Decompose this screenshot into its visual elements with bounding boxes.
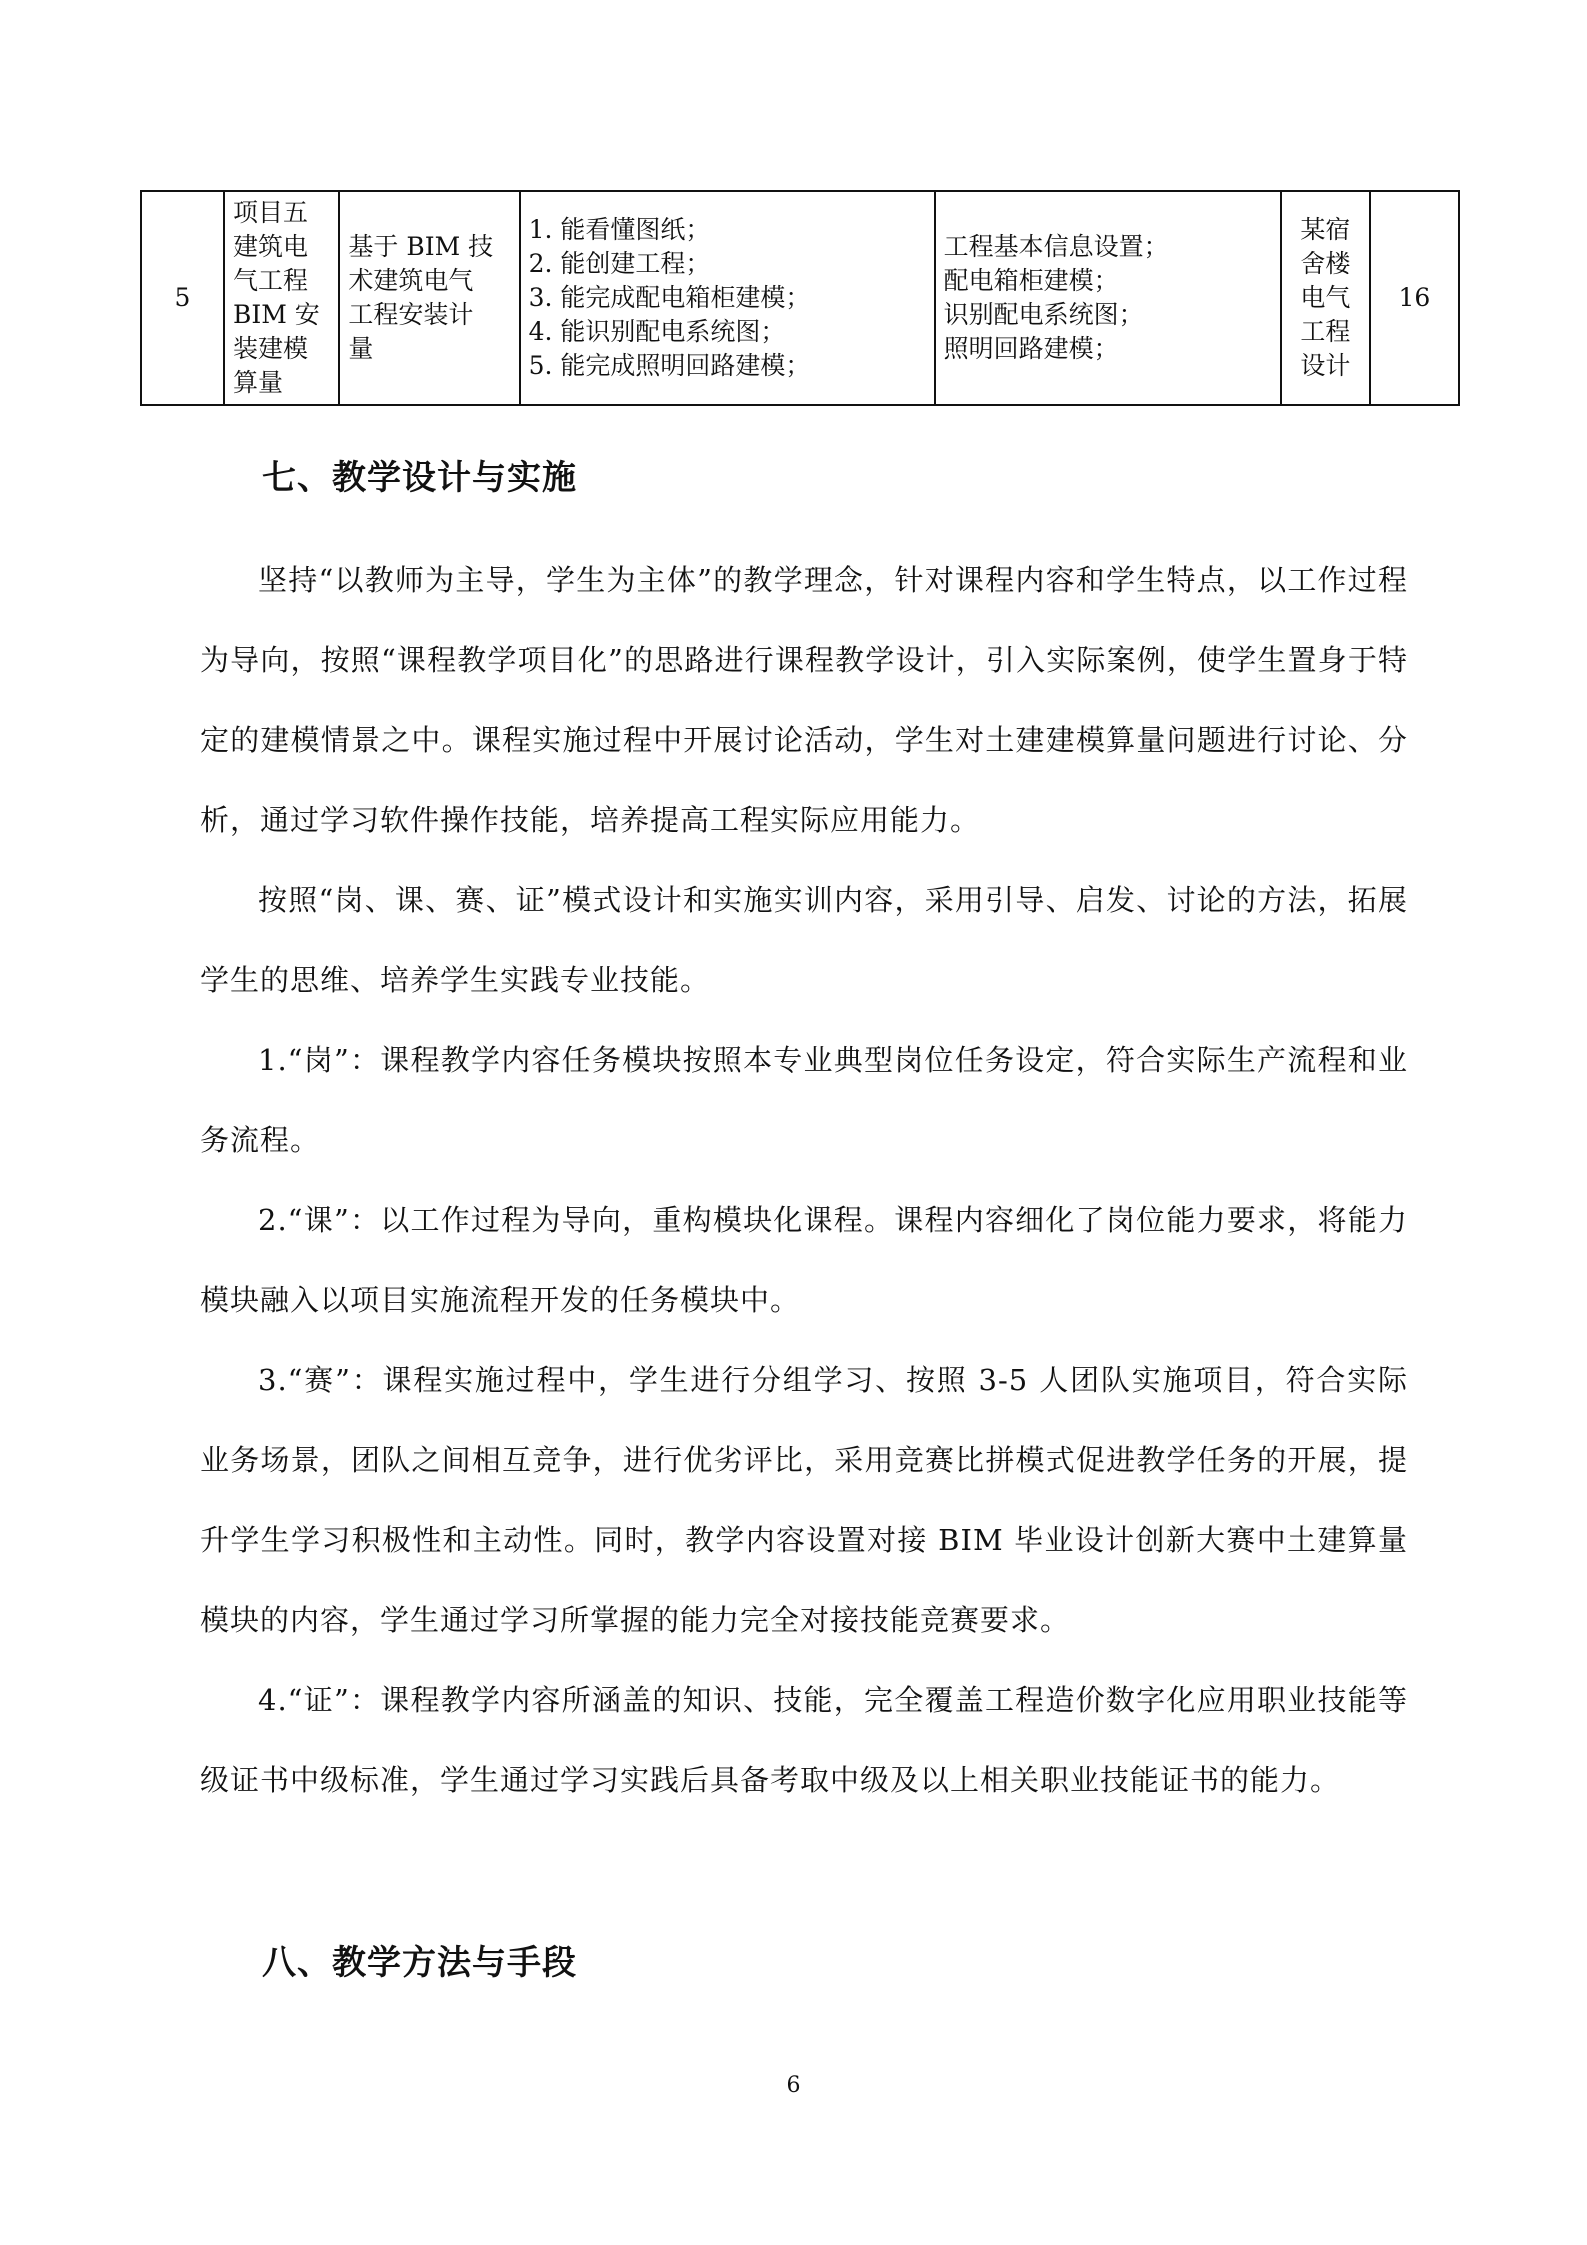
- project-line: 建筑电: [233, 232, 309, 261]
- project-line: 装建模: [233, 334, 309, 363]
- table-row: [141, 191, 1459, 405]
- section-title-7: 七、教学设计与实施: [262, 458, 577, 498]
- project-line: 气工程: [233, 266, 309, 295]
- cell-task: [339, 191, 519, 405]
- cell-case: [1281, 191, 1370, 405]
- goal-item: 3. 能完成配电箱柜建模；: [528, 283, 811, 312]
- goal-item: 4. 能识别配电系统图；: [528, 317, 786, 346]
- paragraph-zheng: 4.“证”：课程教学内容所涵盖的知识、技能，完全覆盖工程造价数字化应用职业技能等级证书中级标准，学生通过学习实践后具备考取中级及以上相关职业技能证书的能力。: [200, 1683, 1408, 1797]
- project-line: BIM 安: [233, 300, 320, 329]
- cell-project: [224, 191, 339, 405]
- section-title-8: 八、教学方法与手段: [262, 1943, 577, 1983]
- paragraph-sai: 3.“赛”：课程实施过程中，学生进行分组学习、按照 3-5 人团队实施项目，符合实际业务场景，团队之间相互竞争，进行优劣评比，采用竞赛比拼模式促进教学任务的开展，提升学生学习积极性和主动性。同时，教学内容设置对接 BIM 毕业设计创新大赛中土建算量模块的内容，学生通过学习所掌握的能力完全对接技能竞赛要求。: [200, 1363, 1408, 1637]
- paragraph-gang: 1.“岗”：课程教学内容任务模块按照本专业典型岗位任务设定，符合实际生产流程和业务流程。: [200, 1043, 1408, 1157]
- cell-goals: [520, 191, 935, 405]
- case-line: 设计: [1300, 351, 1351, 380]
- case-line: 工程: [1300, 317, 1351, 346]
- case-line: 某宿: [1300, 215, 1351, 244]
- task-line: 术建筑电气: [348, 266, 474, 295]
- project-line: 算量: [233, 368, 284, 397]
- cell-contents: [935, 191, 1281, 405]
- content-item: 工程基本信息设置；: [943, 232, 1169, 261]
- paragraph-teaching-philosophy: 坚持“以教师为主导，学生为主体”的教学理念，针对课程内容和学生特点，以工作过程为导向，按照“课程教学项目化”的思路进行课程教学设计，引入实际案例，使学生置身于特定的建模情景之中。课程实施过程中开展讨论活动，学生对土建建模算量问题进行讨论、分析，通过学习软件操作技能，培养提高工程实际应用能力。: [200, 563, 1408, 837]
- task-line: 量: [348, 334, 374, 363]
- case-line: 电气: [1300, 283, 1351, 312]
- task-line: 工程安装计: [348, 300, 474, 329]
- goal-item: 1. 能看懂图纸；: [528, 215, 711, 244]
- goal-item: 2. 能创建工程；: [528, 249, 711, 278]
- goal-item: 5. 能完成照明回路建模；: [528, 351, 811, 380]
- task-line: 基于 BIM 技: [348, 232, 494, 261]
- content-item: 识别配电系统图；: [943, 300, 1144, 329]
- paragraph-ke: 2.“课”：以工作过程为导向，重构模块化课程。课程内容细化了岗位能力要求，将能力模块融入以项目实施流程开发的任务模块中。: [200, 1203, 1408, 1317]
- content-item: 配电箱柜建模；: [943, 266, 1119, 295]
- project-line: 项目五: [233, 198, 309, 227]
- case-line: 舍楼: [1300, 249, 1351, 278]
- paragraph-gangkesaizheng: 按照“岗、课、赛、证”模式设计和实施实训内容，采用引导、启发、讨论的方法，拓展学生的思维、培养学生实践专业技能。: [200, 883, 1408, 997]
- cell-hours: 16: [1370, 191, 1459, 405]
- page-number: 6: [786, 2073, 801, 2098]
- content-item: 照明回路建模；: [943, 334, 1119, 363]
- cell-number: 5: [141, 191, 224, 405]
- course-content-table: [140, 190, 1460, 406]
